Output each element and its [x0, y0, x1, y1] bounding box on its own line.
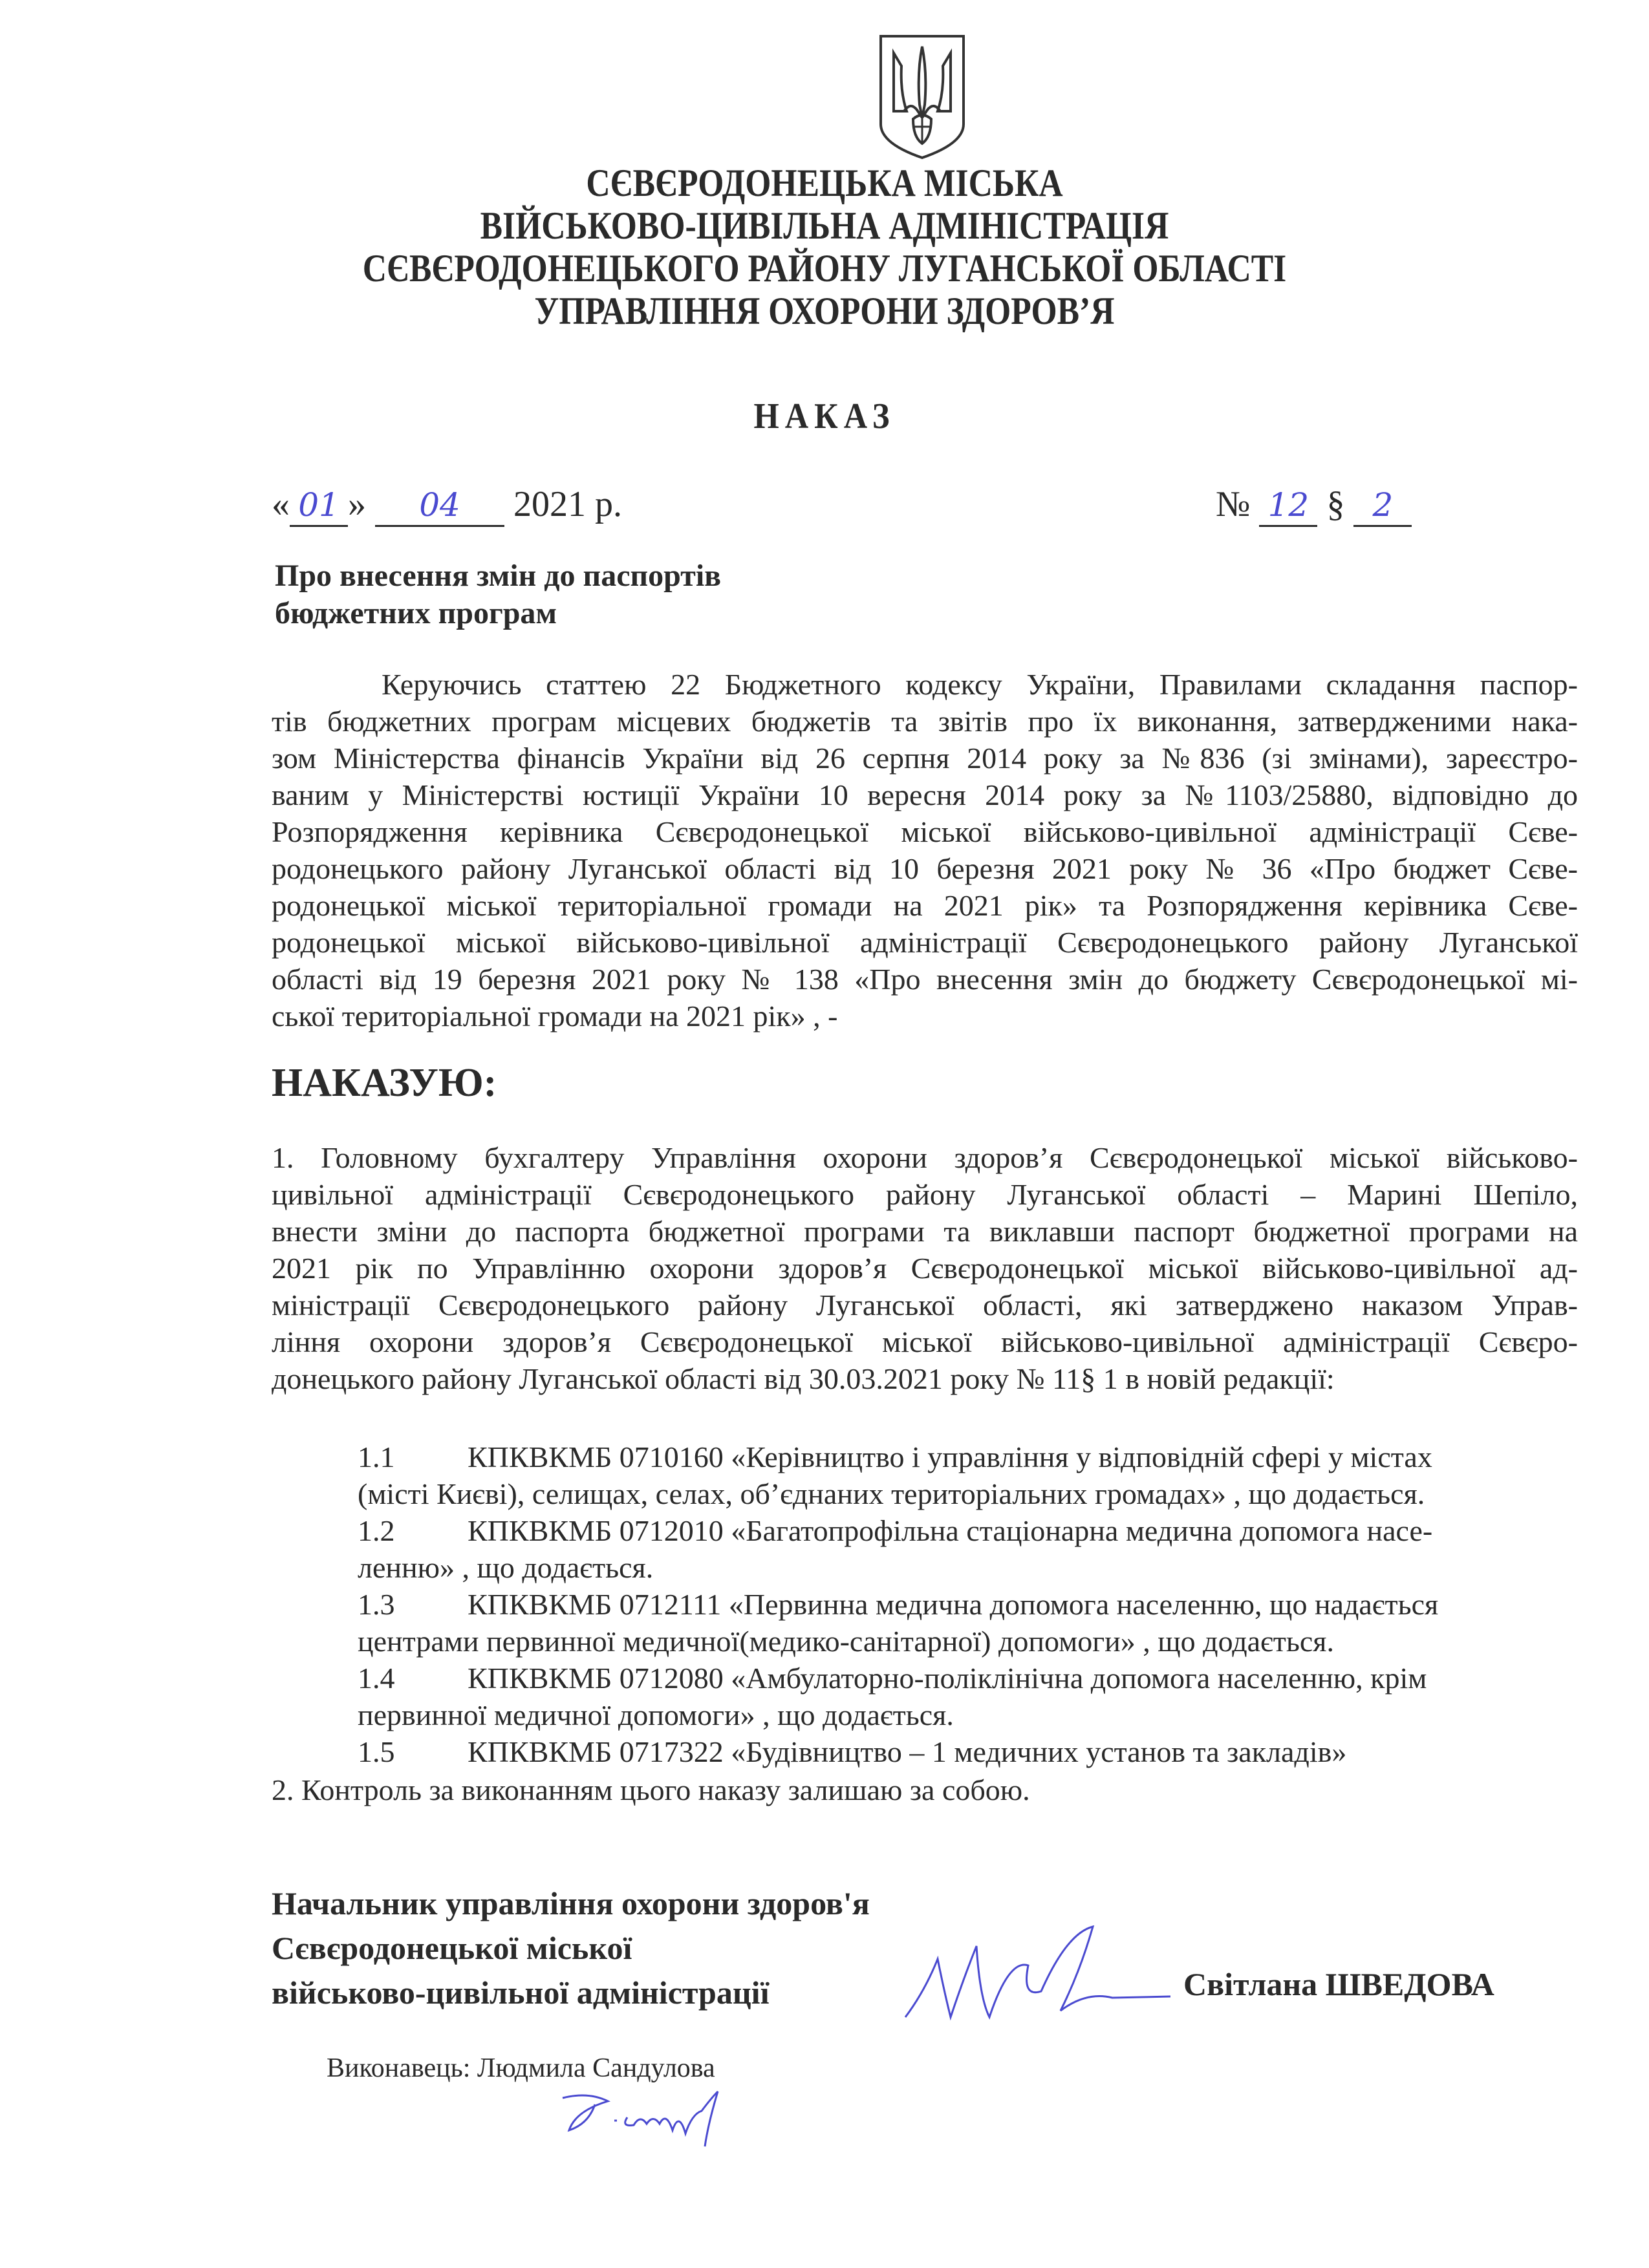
preamble-line: родонецької міської військово-цивільної адміністрації Сєвєродонецького району Луганської	[272, 926, 1578, 959]
subitem	[358, 1439, 1573, 1512]
handwritten-signature-icon	[899, 1920, 1170, 2037]
date-close-quote: »	[348, 484, 366, 524]
subitem-number: 1.2	[358, 1514, 395, 1547]
preamble-line: ської територіальної громади на 2021 рік» , -	[272, 1000, 838, 1032]
subitem-list	[358, 1439, 1573, 1770]
subitem-text: КПКВКМБ 0712080 «Амбулаторно-поліклінічна допомога населенню, крім	[468, 1662, 1427, 1695]
preamble-line: Розпорядження керівника Сєвєродонецької міської військово-цивільної адміністрації Сєве-	[272, 815, 1578, 848]
point-1-paragraph	[272, 1139, 1578, 1397]
organization-header	[0, 162, 1649, 332]
executor: Виконавець: Людмила Сандулова	[327, 2053, 715, 2083]
point-1-line: міністрації Сєвєродонецького району Луганської області, які затверджено наказом Управ-	[272, 1289, 1578, 1321]
handwritten-initials-signature-icon	[550, 2085, 763, 2150]
point-1-line: 1. Головному бухгалтеру Управління охорони здоров’я Сєвєродонецької міської військово-	[272, 1141, 1578, 1174]
subitem-continuation: центрами первинної медичної(медико-санітарної) допомоги» , що додається.	[358, 1625, 1334, 1658]
header-line-1: СЄВЄРОДОНЕЦЬКА МІСЬКА	[586, 162, 1063, 204]
trident-coat-of-arms-icon	[878, 34, 966, 160]
preamble-line: області від 19 березня 2021 року № 138 «Про внесення змін до бюджету Сєвєродонецької мі-	[272, 963, 1578, 996]
signatory-position	[272, 1881, 870, 2015]
header-line-2: ВІЙСЬКОВО-ЦИВІЛЬНА АДМІНІСТРАЦІЯ	[480, 204, 1169, 247]
order-subject	[275, 557, 721, 632]
subitem	[358, 1586, 1573, 1660]
preamble-line: Керуючись статтею 22 Бюджетного кодексу України, Правилами складання паспор-	[382, 668, 1578, 701]
position-line: Начальник управління охорони здоров'я	[272, 1885, 870, 1921]
subitem	[358, 1733, 1573, 1770]
subject-line-2: бюджетних програм	[275, 596, 557, 630]
section-sign: §	[1326, 484, 1345, 524]
point-1-line: цивільної адміністрації Сєвєродонецького району Луганської області – Марині Шепіло,	[272, 1178, 1578, 1211]
decree-heading: НАКАЗУЮ:	[272, 1061, 497, 1105]
subitem-continuation: (місті Києві), селищах, селах, об’єднаних територіальних громадах» , що додається.	[358, 1477, 1425, 1510]
subitem-number: 1.4	[358, 1662, 395, 1695]
date-year: 2021 р.	[513, 484, 622, 524]
preamble-paragraph	[272, 666, 1578, 1034]
subitem	[358, 1660, 1573, 1733]
date-open-quote: «	[272, 484, 290, 524]
point-2-line: 2. Контроль за виконанням цього наказу залишаю за собою.	[272, 1773, 1030, 1806]
subject-line-1: Про внесення змін до паспортів	[275, 559, 722, 593]
preamble-line: ваним у Міністерстві юстиції України 10 вересня 2014 року за №1103/25880, відповідно до	[272, 778, 1578, 811]
subitem-continuation: ленню» , що додається.	[358, 1551, 654, 1584]
date-month: 04	[419, 486, 460, 524]
subitem-text: КПКВКМБ 0712111 «Первинна медична допомога населенню, що надається	[468, 1588, 1439, 1621]
order-number	[1216, 484, 1412, 527]
header-line-4: УПРАВЛІННЯ ОХОРОНИ ЗДОРОВ’Я	[534, 290, 1115, 332]
subitem-text: КПКВКМБ 0712010 «Багатопрофільна стаціонарна медична допомога насе-	[468, 1514, 1433, 1547]
document-title: НАКАЗ	[753, 396, 896, 436]
date-day: 01	[298, 486, 339, 524]
preamble-line: тів бюджетних програм місцевих бюджетів та звітів про їх виконання, затвердженими нака-	[272, 705, 1578, 738]
subitem-continuation: первинної медичної допомоги» , що додається.	[358, 1698, 954, 1731]
signatory-name: Світлана ШВЕДОВА	[1183, 1966, 1494, 2002]
point-1-line: донецького району Луганської області від 30.03.2021 року № 11§ 1 в новій редакції:	[272, 1362, 1335, 1395]
header-line-3: СЄВЄРОДОНЕЦЬКОГО РАЙОНУ ЛУГАНСЬКОЇ ОБЛАСТІ	[362, 247, 1287, 290]
preamble-line: зом Міністерства фінансів України від 26 серпня 2014 року за №836 (зі змінами), зареєстро-	[272, 742, 1578, 775]
subitem	[358, 1512, 1573, 1586]
position-line: Сєвєродонецької міської	[272, 1930, 632, 1966]
subitem-number: 1.1	[358, 1440, 395, 1473]
order-date	[272, 484, 622, 527]
preamble-line: родонецької міської територіальної громади на 2021 рік» та Розпорядження керівника Сєве-	[272, 889, 1578, 922]
subitem-number: 1.3	[358, 1588, 395, 1621]
section-value: 2	[1372, 486, 1394, 524]
point-2-paragraph	[272, 1771, 1578, 1808]
subitem-text: КПКВКМБ 0710160 «Керівництво і управління у відповідній сфері у містах	[468, 1440, 1432, 1473]
number-prefix: №	[1216, 484, 1251, 524]
point-1-line: внести зміни до паспорта бюджетної програми та виклавши паспорт бюджетної програми на	[272, 1215, 1578, 1248]
point-1-line: ління охорони здоров’я Сєвєродонецької міської військово-цивільної адміністрації Сєвєро-	[272, 1325, 1578, 1358]
subitem-number: 1.5	[358, 1735, 395, 1768]
position-line: військово-цивільної адміністрації	[272, 1974, 770, 2011]
preamble-line: родонецького району Луганської області від 10 березня 2021 року № 36 «Про бюджет Сєве-	[272, 852, 1578, 885]
subitem-text: КПКВКМБ 0717322 «Будівництво – 1 медичних установ та закладів»	[468, 1735, 1347, 1768]
number-value: 12	[1267, 486, 1310, 524]
point-1-line: 2021 рік по Управлінню охорони здоров’я Сєвєродонецької міської військово-цивільної ад-	[272, 1252, 1578, 1285]
